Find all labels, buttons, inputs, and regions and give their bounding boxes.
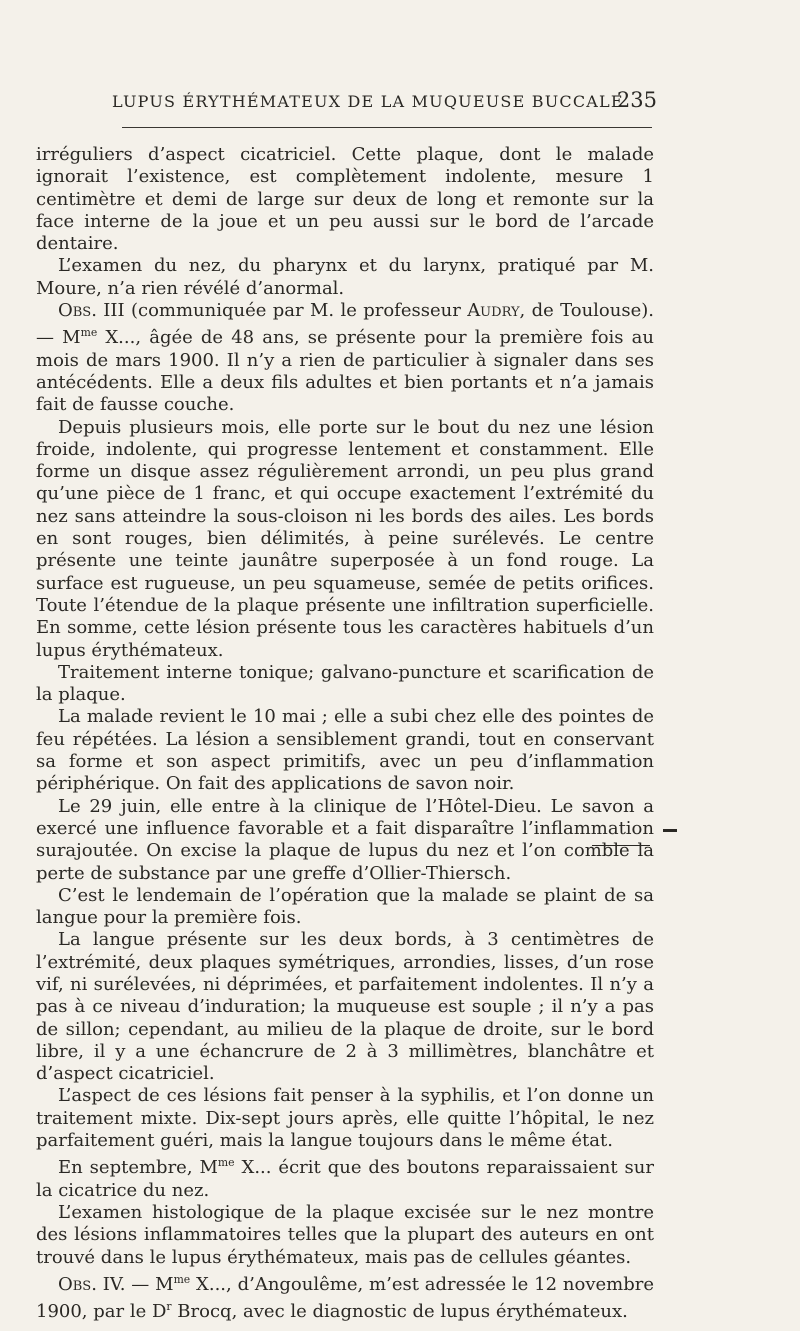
paragraph (36, 255, 654, 300)
text-segment: Audry (467, 300, 520, 322)
paragraph (36, 417, 654, 662)
text-segment: C’est le lendemain de l’opération que la malade se plaint de sa langue pour la première fois. (36, 884, 654, 929)
margin-dash-mark (663, 829, 677, 832)
text-segment: irréguliers d’aspect cicatriciel. Cette plaque, dont le malade ignorait l’existence, est complètement indolente, mesure 1 centimètre et demi de large sur deux de long et remonte sur la face interne de la joue et un peu aussi sur le bord de l’arcade dentaire. (36, 144, 654, 255)
text-segment: Obs (58, 1273, 92, 1295)
page-number: 235 (616, 88, 657, 112)
text-segment: me (217, 1156, 235, 1170)
text-segment: me (173, 1272, 191, 1286)
paragraph (36, 1152, 654, 1202)
paragraph (36, 1085, 654, 1152)
text-segment: X... écrit que des boutons reparaissaient sur la cicatrice du nez. (36, 1157, 654, 1201)
paragraph (36, 1269, 654, 1324)
text-segment: La malade revient le 10 mai ; elle a subi chez elle des pointes de feu répétées. La lésion a sensiblement grandi, tout en conservant sa forme et son aspect primitifs, avec un peu d’inflammation périphérique. On fait des applications de savon noir. (36, 706, 654, 795)
paragraph (36, 1202, 654, 1269)
paragraph (36, 144, 654, 255)
paragraph (36, 706, 654, 795)
text-segment: En septembre, M (58, 1157, 218, 1179)
text-segment: Le 29 juin, elle entre à la clinique de l’Hôtel-Dieu. Le savon a exercé une influence favorable et a fait disparaître l’inflammation surajoutée. On excise la plaque de lupus du nez et l’on comble la perte de substance par une greffe d’Ollier-Thiersch. (36, 795, 654, 884)
text-segment: . III (communiquée par M. le professeur (91, 300, 468, 322)
text-segment: La langue présente sur les deux bords, à 3 centimètres de l’extrémité, deux plaques symétriques, arrondies, lisses, d’un rose vif, ni surélevées, ni déprimées, et parfaitement indolentes. Il n’y a pas à ce niveau d’induration; la muqueuse est souple ; il n’y a pas de sillon; cependant, au milieu de la plaque de droite, sur le bord libre, il y a une échancrure de 2 à 3 millimètres, blanchâtre et d’aspect cicatriciel. (36, 929, 654, 1085)
pencil-underline-mark (592, 845, 650, 846)
page-header (112, 88, 657, 118)
paragraph (36, 885, 654, 930)
text-segment: , de Toulouse). — M (36, 300, 654, 349)
text-segment: L’examen histologique de la plaque excisée sur le nez montre des lésions inflammatoires telles que la plupart des auteurs en ont trouvé dans le lupus érythémateux, mais pas de cellules géantes. (36, 1201, 654, 1268)
text-segment: Traitement interne tonique; galvano-puncture et scarification de la plaque. (36, 661, 654, 706)
running-title: LUPUS ÉRYTHÉMATEUX DE LA MUQUEUSE BUCCALE (112, 92, 624, 111)
paragraph (36, 300, 654, 416)
text-segment: X..., âgée de 48 ans, se présente pour la première fois au mois de mars 1900. Il n’y a rien de particulier à signaler dans ses antécédents. Elle a deux fils adultes et bien portants et n’a jamais fait de fausse couche. (36, 327, 654, 416)
body-text (36, 144, 654, 1323)
text-segment: . IV. — M (91, 1273, 174, 1295)
text-segment: L’examen du nez, du pharynx et du larynx, pratiqué par M. Moure, n’a rien révélé d’anormal. (36, 255, 654, 299)
paragraph (36, 662, 654, 707)
paragraph (36, 796, 654, 885)
header-rule (122, 127, 652, 128)
text-segment: me (80, 326, 98, 340)
text-segment: Brocq, avec le diagnostic de lupus érythémateux. (171, 1301, 628, 1323)
paragraph (36, 929, 654, 1085)
text-segment: Obs (58, 300, 92, 322)
text-segment: Depuis plusieurs mois, elle porte sur le bout du nez une lésion froide, indolente, qui progresse lentement et constamment. Elle forme un disque assez régulièrement arrondi, un peu plus grand qu’une pièce de 1 franc, et qui occupe exactement l’extrémité du nez sans atteindre la sous-cloison ni les bords des ailes. Les bords en sont rouges, bien délimités, à peine surélevés. Le centre présente une teinte jaunâtre superposée à un fond rouge. La surface est rugueuse, un peu squameuse, semée de petits orifices. Toute l’étendue de la plaque présente une infiltration superficielle. En somme, cette lésion présente tous les caractères habituels d’un lupus érythémateux. (36, 416, 654, 661)
text-segment: r (166, 1300, 172, 1314)
text-segment: L’aspect de ces lésions fait penser à la syphilis, et l’on donne un traitement mixte. Dix-sept jours après, elle quitte l’hôpital, le nez parfaitement guéri, mais la langue toujours dans le même état. (36, 1085, 654, 1152)
text-segment: X..., d’Angoulême, m’est adressée le 12 novembre 1900, par le D (36, 1273, 654, 1323)
